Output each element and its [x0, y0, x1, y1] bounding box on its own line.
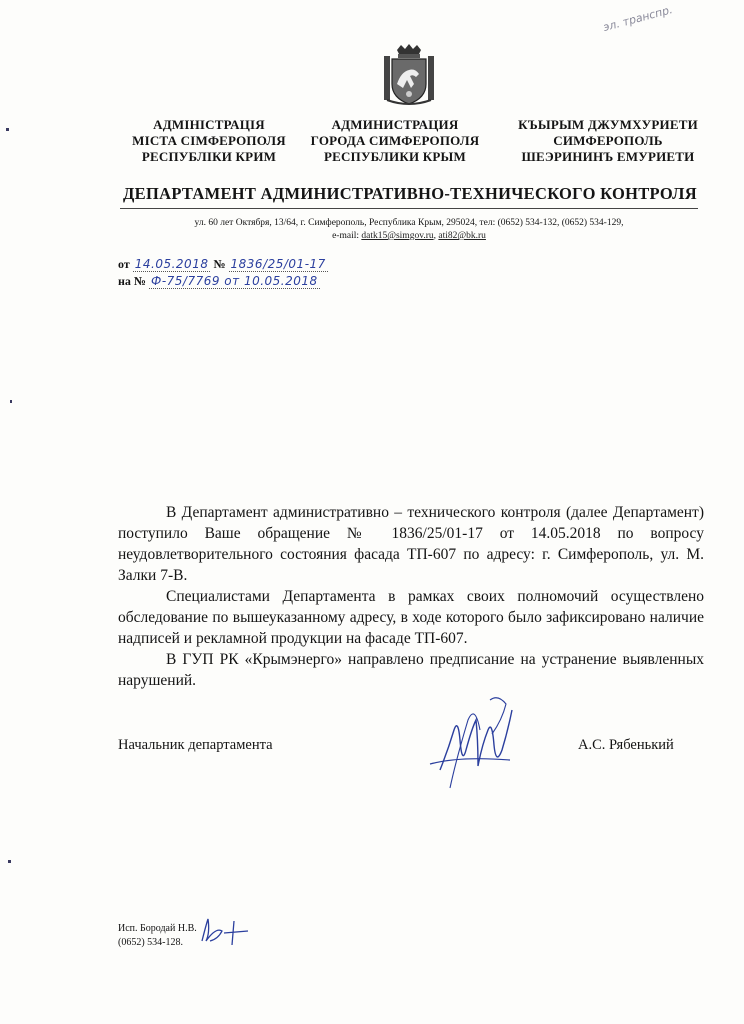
- body-paragraph: В Департамент административно – технического контроля (далее Департамент) поступило Ваше обращение № 1836/25/01-17 от 14.05.2018 по вопросу неудовлетворительного состояния фасада ТП-607 по адресу: г. Симферополь, ул. М. Залки 7-В.: [118, 504, 704, 584]
- scan-mark: [10, 400, 12, 403]
- to-label: на №: [118, 274, 146, 288]
- letterhead-russian: [300, 117, 490, 165]
- reference-block: [118, 256, 328, 290]
- from-label: от: [118, 257, 130, 271]
- executor-info: [118, 922, 197, 950]
- contact-address: [120, 217, 698, 243]
- outgoing-date: 14.05.2018: [134, 257, 209, 271]
- signatory-position: Начальник департамента: [118, 737, 273, 753]
- letterhead-line: СИМФЕРОПОЛЬ: [553, 133, 663, 148]
- crimea-coat-of-arms-icon: [383, 44, 435, 106]
- number-sign: №: [213, 257, 226, 271]
- outgoing-reference: [118, 256, 328, 273]
- department-title: ДЕПАРТАМЕНТ АДМИНИСТРАТИВНО-ТЕХНИЧЕСКОГО КОНТРОЛЯ: [123, 184, 697, 203]
- letterhead-line: АДМИНИСТРАЦИЯ: [331, 117, 459, 132]
- letterhead-line: МІСТА СІМФЕРОПОЛЯ: [132, 133, 286, 148]
- letterhead-line: РЕСПУБЛИКИ КРЫМ: [324, 149, 466, 164]
- letterhead-line: ШЕЭРИНИНЪ ЕМУРИЕТИ: [521, 149, 695, 164]
- letterhead-line: ГОРОДА СИМФЕРОПОЛЯ: [310, 133, 480, 148]
- executor-initials-icon: [196, 915, 252, 947]
- body-paragraph: В ГУП РК «Крымэнерго» направлено предписание на устранение выявленных нарушений.: [118, 651, 704, 689]
- executor-name: Исп. Бородай Н.В.: [118, 923, 197, 934]
- signatory-name: А.С. Рябенький: [578, 737, 674, 753]
- letterhead-line: РЕСПУБЛІКИ КРИМ: [141, 149, 277, 164]
- letterhead-line: АДМІНІСТРАЦІЯ: [153, 117, 265, 132]
- corner-handwritten-note: эл. транспр.: [601, 3, 674, 35]
- header-divider: [120, 208, 698, 209]
- scan-mark: [6, 128, 9, 131]
- executor-phone: (0652) 534-128.: [118, 937, 183, 948]
- letterhead-ukrainian: [114, 117, 304, 165]
- handwritten-signature-icon: [420, 690, 530, 800]
- body-paragraph: Специалистами Департамента в рамках своих полномочий осуществлено обследование по вышеуказанному адресу, в ходе которого было зафиксировано наличие надписей и рекламной продукции на фасаде ТП-607.: [118, 588, 704, 647]
- email-link-primary[interactable]: datk15@simgov.ru: [361, 231, 434, 241]
- letterhead-crimean-tatar: [498, 117, 718, 165]
- address-line: ул. 60 лет Октября, 13/64, г. Симферополь, Республика Крым, 295024, тел: (0652) 534-132, (0652) 534-129,: [194, 218, 624, 228]
- email-link-secondary[interactable]: ati82@bk.ru: [438, 231, 486, 241]
- email-prefix: e-mail:: [332, 231, 362, 241]
- email-line: [120, 230, 698, 243]
- email-separator: ,: [433, 231, 439, 241]
- incoming-number: Ф-75/7769 от 10.05.2018: [150, 274, 318, 288]
- outgoing-number: 1836/25/01-17: [230, 257, 326, 271]
- incoming-reference: [118, 273, 328, 290]
- letterhead-line: КЪЫРЫМ ДЖУМХУРИЕТИ: [518, 117, 698, 132]
- scan-mark: [8, 860, 11, 863]
- letter-body: [118, 502, 704, 691]
